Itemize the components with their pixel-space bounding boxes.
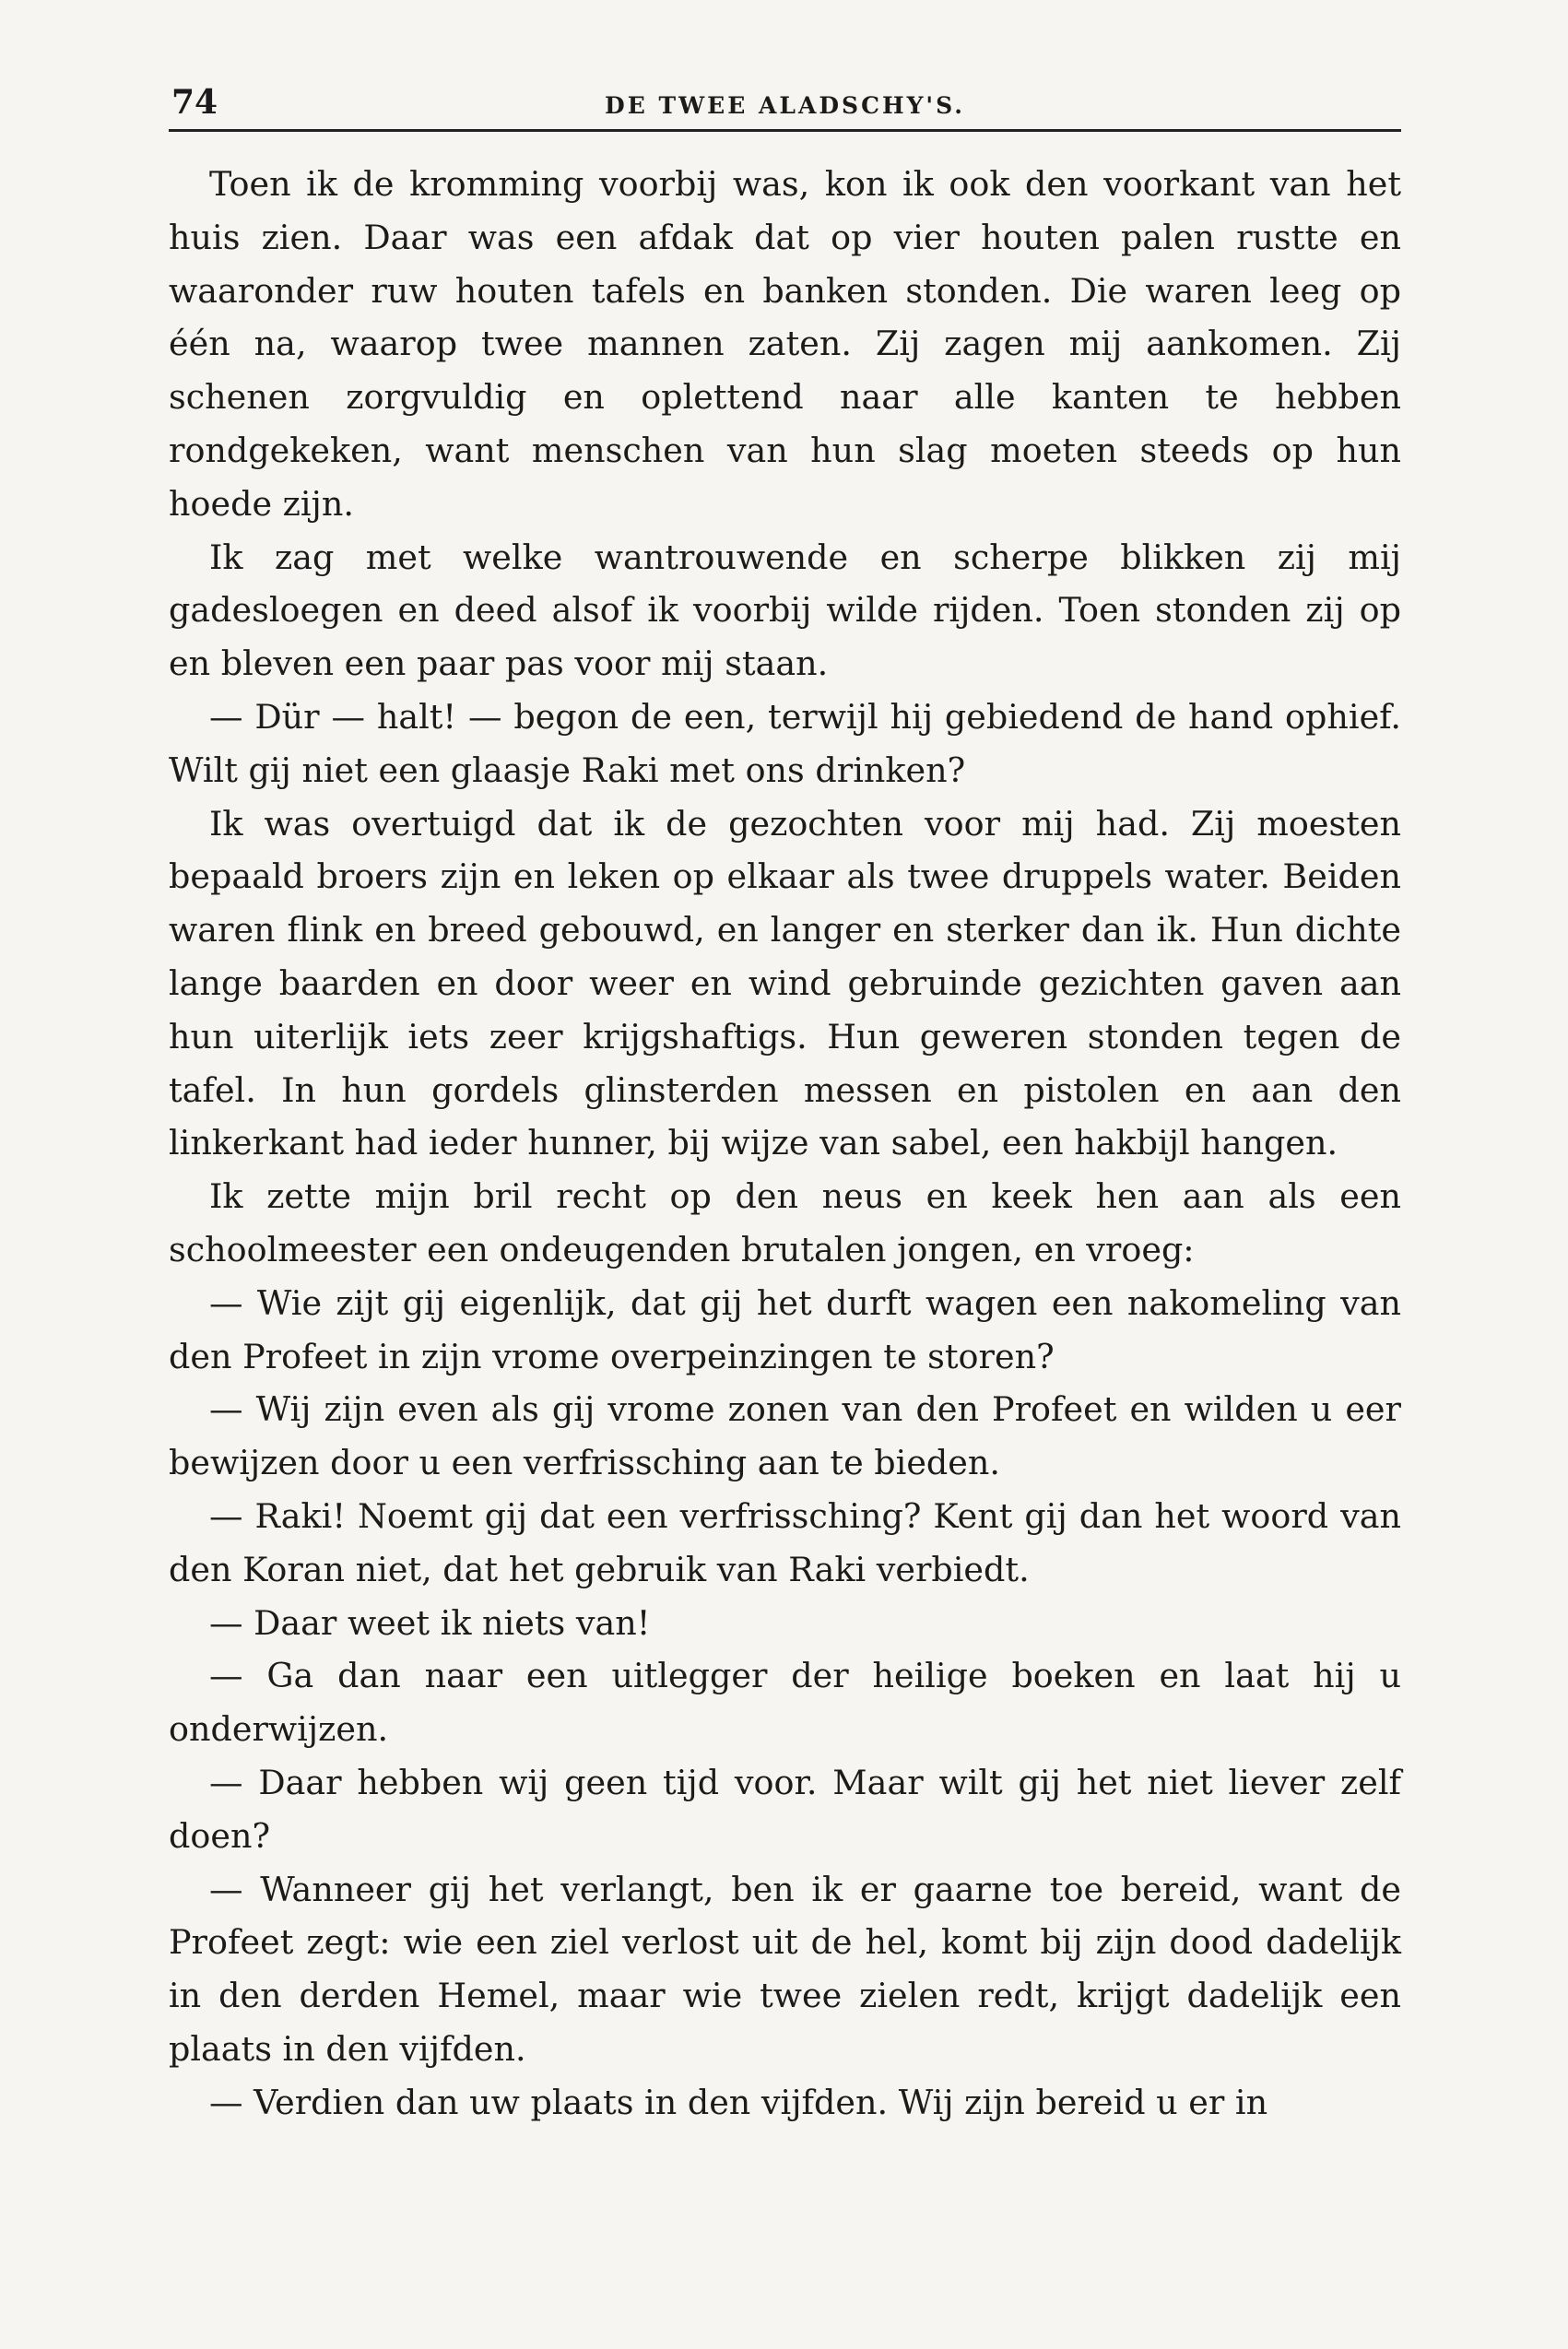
dialogue-paragraph: — Raki! Noemt gij dat een verfrissching? Kent gij dan het woord van den Koran niet, dat het gebruik van Raki verbiedt. (169, 1495, 1401, 1589)
page-header (169, 74, 1401, 132)
dialogue-paragraph: — Verdien dan uw plaats in den vijfden. Wij zijn bereid u er in (209, 2082, 1268, 2122)
dialogue-paragraph: — Wij zijn even als gij vrome zonen van den Profeet en wilden u eer bewijzen door u een verfrissching aan te bieden. (169, 1389, 1401, 1483)
dialogue-paragraph: — Wanneer gij het verlangt, ben ik er gaarne toe bereid, want de Profeet zegt: wie een ziel verlost uit de hel, komt bij zijn dood dadelijk in den derden Hemel, maar wie twee zielen redt, krijgt dadelijk een plaats in den vijfden. (169, 1869, 1401, 2069)
paragraph: Ik was overtuigd dat ik de gezochten voor mij had. Zij moesten bepaald broers zijn en leken op elkaar als twee druppels water. Beiden waren flink en breed gebouwd, en langer en sterker dan ik. Hun dichte lange baarden en door weer en wind gebruinde gezichten gaven aan hun uiterlijk iets zeer krijgshaftigs. Hun geweren stonden tegen de tafel. In hun gordels glinsterden messen en pistolen en aan den linkerkant had ieder hunner, bij wijze van sabel, een hakbijl hangen. (169, 803, 1401, 1163)
running-head: DE TWEE ALADSCHY'S. (605, 92, 965, 119)
book-page (169, 74, 1401, 2129)
body-text (169, 158, 1401, 2129)
dialogue-paragraph: — Daar weet ik niets van! (209, 1602, 651, 1643)
page-number: 74 (171, 83, 218, 122)
paragraph: Toen ik de kromming voorbij was, kon ik ook den voorkant van het huis zien. Daar was een afdak dat op vier houten palen rustte en waaronder ruw houten tafels en banken stonden. Die waren leeg op één na, waarop twee mannen zaten. Zij zagen mij aankomen. Zij schenen zorgvuldig en oplettend naar alle kanten te hebben rondgekeken, want menschen van hun slag moeten steeds op hun hoede zijn. (169, 164, 1401, 524)
paragraph: Ik zette mijn bril recht op den neus en keek hen aan als een schoolmeester een ondeugenden brutalen jongen, en vroeg: (169, 1176, 1401, 1269)
dialogue-paragraph: — Dür — halt! — begon de een, terwijl hij gebiedend de hand ophief. Wilt gij niet een glaasje Raki met ons drinken? (169, 696, 1401, 790)
dialogue-paragraph: — Ga dan naar een uitlegger der heilige boeken en laat hij u onderwijzen. (169, 1656, 1401, 1750)
dialogue-paragraph: — Daar hebben wij geen tijd voor. Maar wilt gij het niet liever zelf doen? (169, 1762, 1401, 1856)
dialogue-paragraph: — Wie zijt gij eigenlijk, dat gij het durft wagen een nakomeling van den Profeet in zijn vrome overpeinzingen te storen? (169, 1282, 1401, 1376)
paragraph: Ik zag met welke wantrouwende en scherpe blikken zij mij gadesloegen en deed alsof ik voorbij wilde rijden. Toen stonden zij op en bleven een paar pas voor mij staan. (169, 537, 1401, 684)
